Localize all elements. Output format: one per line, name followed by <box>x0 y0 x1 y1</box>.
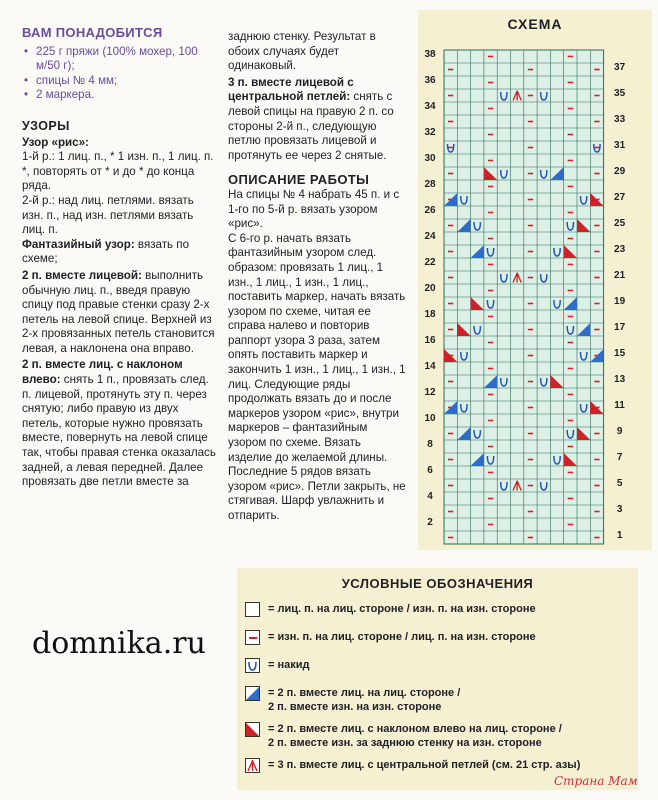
middle-column <box>228 30 408 524</box>
row-number: 34 <box>424 101 436 112</box>
work-paragraph-2: С 6-го р. начать вязать фантазийным узором след. образом: провязать 1 лиц., 1 изн., 1 лиц., 1 изн., 1 лиц., поставить маркер, начать вязать узором по схеме, читая ее справа налево и повторив раппорт узора 3 раза, затем опять поставить маркер и закончить 1 изн., 1 лиц., 1 изн., 1 лиц. Следующие ряды продолжать вязать до и после маркеров узором «рис», внутри маркеров – фантазийным узором по схеме. Вязать изделие до желаемой длины. <box>228 231 406 464</box>
row-number: 29 <box>614 166 626 177</box>
materials-item: • 2 маркера. <box>22 88 218 103</box>
row-number: 25 <box>614 218 626 229</box>
k2tog-desc <box>22 269 218 357</box>
ssk-desc <box>22 358 218 489</box>
row-number: 12 <box>424 387 436 398</box>
purl-dash-icon <box>245 630 260 645</box>
row-number: 31 <box>614 140 626 151</box>
legend-item <box>245 630 536 645</box>
legend-item <box>245 686 460 714</box>
legend-panel <box>237 568 638 790</box>
row-number: 22 <box>424 257 436 268</box>
row-number: 24 <box>424 231 436 242</box>
left-column <box>22 26 218 490</box>
row-number: 2 <box>427 517 433 528</box>
row-number: 32 <box>424 127 436 138</box>
rice-row2: 2-й р.: над лиц. петлями. вязать изн. п., над изн. петлями вязать лиц. п. <box>22 193 194 237</box>
row-number: 3 <box>616 504 623 515</box>
legend-title: УСЛОВНЫЕ ОБОЗНАЧЕНИЯ <box>341 576 534 591</box>
materials-item: • спицы № 4 мм; <box>22 74 218 89</box>
row-number: 27 <box>614 192 626 203</box>
row-number: 13 <box>614 374 626 385</box>
row-number: 5 <box>616 478 623 489</box>
row-number: 16 <box>424 335 436 346</box>
ssk-icon <box>245 722 260 737</box>
row-number: 18 <box>424 309 436 320</box>
legend-text: = накид <box>268 659 310 671</box>
row-number: 35 <box>614 88 626 99</box>
yarn-over-icon <box>245 658 260 673</box>
legend-item <box>245 658 310 673</box>
row-number: 33 <box>614 114 626 125</box>
row-number: 19 <box>614 296 626 307</box>
legend-item <box>245 722 562 750</box>
materials-list <box>22 45 218 103</box>
row-number: 9 <box>616 426 623 437</box>
s2kp-icon <box>245 758 260 773</box>
row-number: 38 <box>424 49 436 60</box>
row-number: 15 <box>614 348 626 359</box>
row-number: 14 <box>424 361 436 372</box>
empty-cell-icon <box>245 602 260 617</box>
legend-text: = 2 п. вместе лиц. с наклоном влево на лиц. стороне / 2 п. вместе изн. за заднюю стенку на изн. стороне <box>268 723 562 749</box>
s2kp-desc <box>228 76 408 164</box>
s2kp-label: 3 п. вместе лицевой с центральной петлей: <box>228 75 354 104</box>
chart-grid <box>418 10 652 550</box>
site-mark: Страна Мам <box>554 774 638 788</box>
row-number: 17 <box>614 322 626 333</box>
row-number: 36 <box>424 75 436 86</box>
row-number: 23 <box>614 244 626 255</box>
fancy-text: вязать по схеме; <box>22 237 190 266</box>
row-number: 30 <box>424 153 436 164</box>
row-number: 21 <box>614 270 626 281</box>
work-paragraph-3: Последние 5 рядов вязать узором «рис». Петли закрыть, не стягивая. Шарф увлажнить и отпарить. <box>228 465 406 522</box>
k2tog-label: 2 п. вместе лицевой: <box>22 268 142 282</box>
legend-text: = 2 п. вместе лиц. на лиц. стороне / 2 п. вместе изн. на изн. стороне <box>268 687 461 713</box>
legend-item <box>245 758 580 773</box>
chart-title: СХЕМА <box>507 16 563 32</box>
patterns-title: УЗОРЫ <box>22 118 70 133</box>
legend-item <box>245 602 536 617</box>
rice-label: Узор «рис»: <box>22 135 89 149</box>
legend-text: = лиц. п. на лиц. стороне / изн. п. на изн. стороне <box>268 603 536 615</box>
materials-item: • 225 г пряжи (100% мохер, 100 м/50 г); <box>22 45 218 74</box>
k2tog-icon <box>245 686 260 701</box>
row-number: 10 <box>424 413 436 424</box>
row-number: 20 <box>424 283 436 294</box>
legend-text: = 3 п. вместе лиц. с центральной петлей (см. 21 стр. азы) <box>268 759 581 771</box>
work-paragraph-1: На спицы № 4 набрать 45 п. и с 1-го по 5-й р. вязать узором «рис». <box>228 187 400 231</box>
watermark: domnika.ru <box>32 626 206 661</box>
row-number: 7 <box>616 452 623 463</box>
legend-text: = изн. п. на лиц. стороне / лиц. п. на изн. стороне <box>268 631 536 643</box>
row-number: 8 <box>427 439 433 450</box>
k2tog-text: выполнить обычную лиц. п., введя правую спицу под правые стенки сразу 2-х петель на левой спице. Верхней из 2-х провязанных петель становится левая, а наклонена она вправо. <box>22 268 215 355</box>
row-number: 37 <box>614 62 626 73</box>
knitting-chart <box>418 10 652 550</box>
fancy-label: Фантазийный узор: <box>22 237 135 251</box>
ssk-label: 2 п. вместе лиц. с наклоном влево: <box>22 358 183 387</box>
row-number: 4 <box>427 491 433 502</box>
row-number: 11 <box>614 400 625 411</box>
work-title: ОПИСАНИЕ РАБОТЫ <box>228 172 370 188</box>
row-number: 1 <box>616 530 623 541</box>
row-number: 6 <box>427 465 433 476</box>
row-number: 28 <box>424 179 436 190</box>
fancy-pattern <box>22 238 218 267</box>
rice-row1: 1-й р.: 1 лиц. п., * 1 изн. п., 1 лиц. п. *, повторять от * и до * до конца ряда. <box>22 150 214 193</box>
continued-text: заднюю стенку. Результат в обоих случаях будет одинаковый. <box>228 30 376 73</box>
s2kp-text: снять с левой спицы на правую 2 п. со стороны 2-й п., следующую петлю провязать лицевой и протянуть ее через 2 снятые. <box>228 90 394 162</box>
row-number: 26 <box>424 205 436 216</box>
ssk-text: снять 1 п., провязать след. п. лицевой, протянуть эту п. через снятую; либо правую из двух петель, которые нужно провязать вместе, повернуть на левой спице так, чтобы правая стенка оказалась задней, а левая передней. Далее провязать две петли вместе за <box>22 373 216 489</box>
materials-title: ВАМ ПОНАДОБИТСЯ <box>22 25 163 40</box>
